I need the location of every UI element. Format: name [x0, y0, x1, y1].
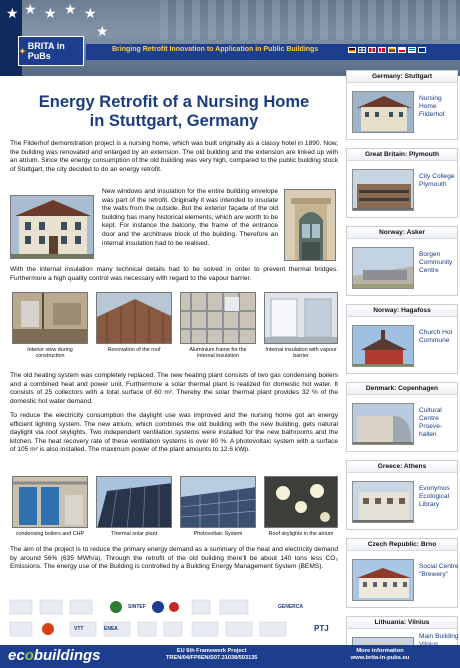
logo-prefix: ec [8, 647, 25, 664]
language-flags [348, 47, 426, 53]
framework-info [166, 648, 257, 662]
main-article [10, 88, 338, 598]
partner-sintef: SINTEF [128, 604, 146, 610]
city-heading: Greece: Athens [347, 461, 457, 473]
city-card-copenhagen[interactable] [346, 382, 458, 452]
partner-enea: ENEA [104, 626, 118, 632]
eu-star-icon: ★ [96, 23, 109, 39]
framework-line2: TREN/04/FP6EN/S07.31038/503135 [166, 655, 258, 661]
partner-logos [8, 596, 340, 642]
more-info-label: More information [356, 648, 404, 654]
page-title-line1: Energy Retrofit of a Nursing Home [38, 93, 310, 111]
partner-ptj: PTJ [314, 624, 329, 633]
ecobuildings-logo [8, 647, 101, 664]
city-card-hagafoss[interactable] [346, 304, 458, 374]
caption-skylights: Roof skylights in the atrium [268, 531, 334, 537]
photovoltaic-photo [180, 476, 256, 528]
city-photo [352, 481, 414, 523]
city-photo [352, 91, 414, 133]
city-heading: Czech Republic: Brno [347, 539, 457, 551]
flag-lt-icon[interactable] [388, 47, 396, 53]
city-card-asker[interactable] [346, 226, 458, 296]
city-site-name: Main Building [419, 633, 459, 640]
city-heading: Germany: Stuttgart [347, 71, 457, 83]
filderhof-building-photo [10, 195, 94, 259]
caption-interior: Interior view during construction [27, 347, 73, 360]
flag-gb-icon[interactable] [358, 47, 366, 53]
city-photo [352, 559, 414, 601]
city-photo [352, 247, 414, 289]
flag-de-icon[interactable] [348, 47, 356, 53]
framework-line1: EU 6th Framework Project [176, 648, 247, 654]
roof-renovation-photo [96, 292, 172, 344]
city-site-name: Cultural Centre Proeve-hallen [419, 407, 443, 438]
city-heading: Denmark: Copenhagen [347, 383, 457, 395]
page-title-line2: in Stuttgart, Germany [89, 112, 259, 130]
page-title [10, 93, 338, 131]
city-card-plymouth[interactable] [346, 148, 458, 218]
windows-paragraph: New windows and insulation for the entire building envelope was part of the retrofit. Originally it was intended to insulate the walls from the outside. But the exterior façade of the old building has many historical elements, which are worth to be kept. For instance the balcony, the frame of the entrance door and the architrave block of the building. Therefore an internal insulation had to be realised. [102, 188, 278, 247]
interior-construction-photo [12, 292, 88, 344]
tagline: Bringing Retrofit Innovation to Application in Public Buildings [112, 46, 319, 53]
city-photo [352, 325, 414, 367]
city-site-name: Borgen Community Centre [419, 251, 453, 274]
internal-insulation-paragraph: With the internal insulation many technical details had to be solved in order to prevent thermal bridges. Furthermore a high quality control was necessary with regard to the vapour barrier. [10, 266, 338, 282]
partner-vtt: VTT [74, 626, 84, 632]
caption-boilers: condensing boilers and CHP [15, 531, 85, 537]
more-info [310, 648, 450, 662]
brita-logo [18, 36, 84, 66]
city-site-name: Church Hol Commune [419, 329, 452, 344]
header-banner [0, 0, 460, 76]
aluminium-frame-photo [180, 292, 256, 344]
entrance-door-photo [284, 189, 336, 261]
city-heading: Norway: Asker [347, 227, 457, 239]
eu-star-icon: ★ [6, 5, 19, 21]
footer-bar [0, 645, 460, 668]
flag-dk-icon[interactable] [378, 47, 386, 53]
logo-o: o [24, 647, 34, 664]
flag-no-icon[interactable] [368, 47, 376, 53]
eu-star-icon: ★ [84, 5, 97, 21]
caption-photovoltaic: Photovoltaic System [193, 531, 243, 537]
website-link[interactable]: www.brita-in-pubs.eu [350, 655, 410, 662]
logo-text: BRITA in PuBs [27, 41, 65, 61]
caption-aluminium-frame: Aluminium frame for the internal insulation [189, 347, 247, 360]
eu-star-icon: ★ [64, 1, 77, 17]
roof-skylights-photo [264, 476, 338, 528]
boilers-chp-photo [12, 476, 88, 528]
eu-star-icon: ★ [24, 1, 37, 17]
vapour-barrier-photo [264, 292, 338, 344]
eu-star-icon: ★ [44, 5, 57, 21]
flag-background [160, 0, 460, 40]
flag-gr-icon[interactable] [408, 47, 416, 53]
logo-suffix: buildings [33, 647, 101, 664]
city-heading: Great Britain: Plymouth [347, 149, 457, 161]
city-heading: Lithuania: Vilnius [347, 617, 457, 629]
intro-paragraph: The Filderhof demonstration project is a nursing home, which was built originally as a classy hotel in 1890. Now, the building was renovated and enlarged by an extension. The old building and the extension are linked up with an atrium. Since the energy consumption of the old building was very high, compared to the public building stock of Stuttgart, the city decided to do an energy retrofit. [10, 140, 338, 173]
heating-paragraph: The old heating system was completely replaced. The new heating plant consists of two gas condensing boilers and a combined heat and power unit. Furthermore a solar thermal plant is realized for domestic hot water. It consists of 25 collectors with a total surface of 60 m². Thereby the solar thermal plant provides 32 % of the domestic hot water demand. [10, 372, 338, 405]
star-ring-icon: ✦ [19, 46, 26, 56]
partner-generca: GENERCA [278, 604, 304, 610]
caption-roof: Renovation of the roof [107, 347, 161, 353]
city-site-name: Social Centre "Brewery" [419, 563, 459, 578]
electricity-paragraph: To reduce the electricity consumption the daylight use was improved and the nursing home got an energy efficient lighting system. The new atrium, which combines the old building with the new building, gets natural daylight via roof skylights. Two independent ventilation systems were installed for the new bathrooms and the kitchen. The heat recovery rate of these ventilation systems is over 80 %. A photovoltaic system with a surface of 105 m² is also installed. The maximum power of the plant amounts to 12.6 kWp. [10, 412, 338, 454]
caption-vapour-barrier: Internal insulation with vapour barrier [265, 347, 337, 360]
flag-cz-icon[interactable] [398, 47, 406, 53]
thermal-solar-photo [96, 476, 172, 528]
partner-logo-marks [8, 596, 340, 642]
city-card-brno[interactable] [346, 538, 458, 608]
flag-eu-icon[interactable] [418, 47, 426, 53]
city-site-name: Evonymos Ecological Library [419, 485, 450, 508]
city-photo [352, 169, 414, 211]
city-card-athens[interactable] [346, 460, 458, 530]
city-site-name: Nursing Home Filderhof [419, 95, 445, 118]
city-photo [352, 403, 414, 445]
city-heading: Norway: Hagafoss [347, 305, 457, 317]
city-card-stuttgart[interactable] [346, 70, 458, 140]
city-site-name: City College Plymouth [419, 173, 455, 188]
caption-thermal-solar: Thermal solar plant [110, 531, 158, 537]
aim-paragraph: The aim of the project is to reduce the primary energy demand as a summary of the heat and electricity demand by around 56% (635 MWh/a). Through the retrofit of the old building there'll be about 140 tons less CO₂ Emissions. The energy use of the Building is controlled by a Building Energy Management System (BEMS). [10, 546, 338, 571]
